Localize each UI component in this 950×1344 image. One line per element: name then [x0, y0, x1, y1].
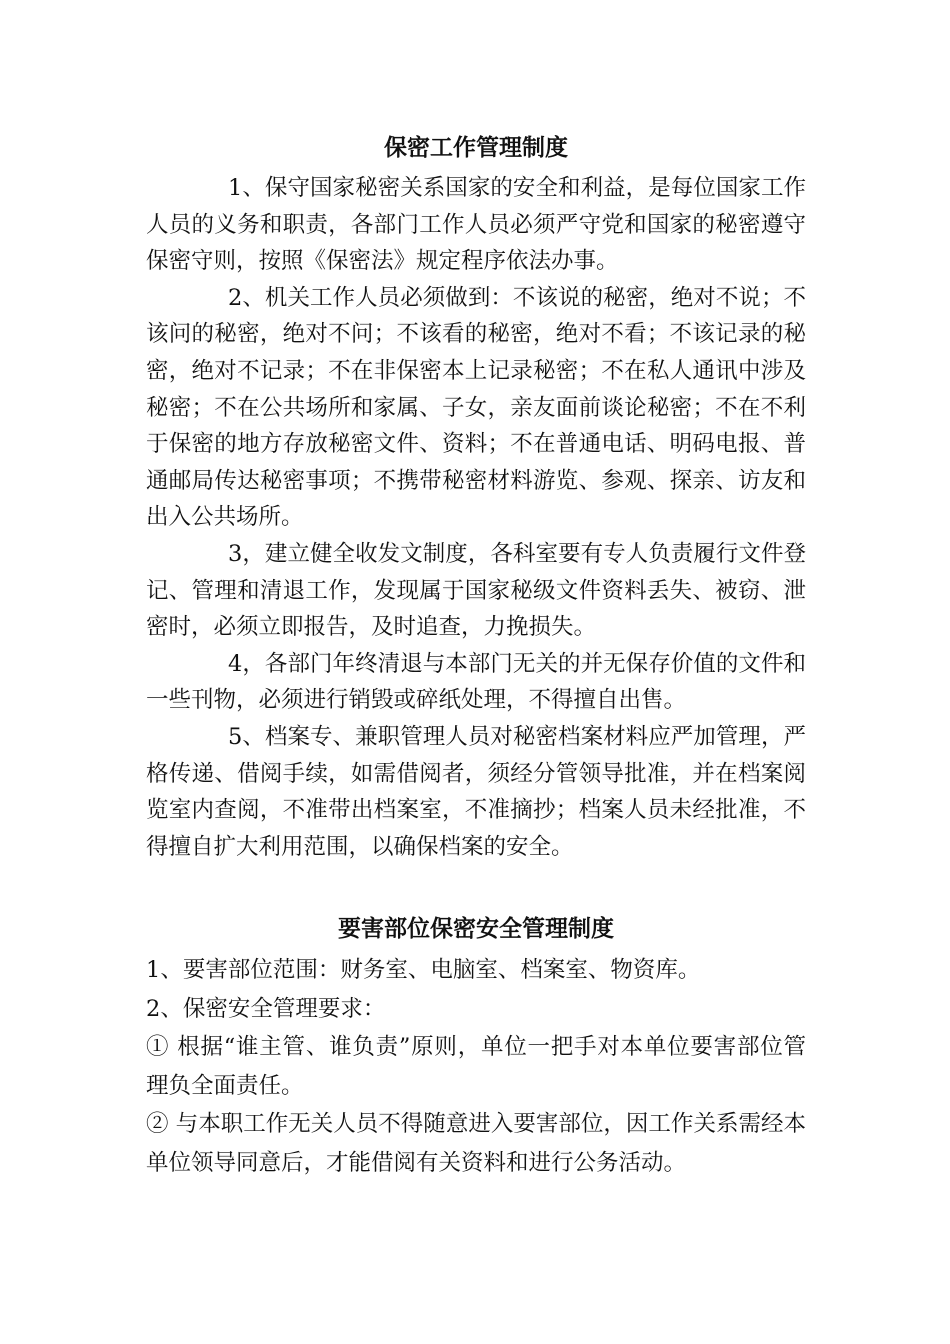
paragraph: 3，建立健全收发文制度，各科室要有专人负责履行文件登记、管理和清退工作，发现属于国家秘级文件资料丢失、被窃、泄密时，必须立即报告，及时追查，力挽损失。	[146, 540, 806, 641]
section-confidentiality-rules	[146, 126, 806, 865]
paragraph: ① 根据“谁主管、谁负责”原则，单位一把手对本单位要害部位管理负全面责任。	[146, 1034, 806, 1099]
paragraph: 2、保密安全管理要求：	[146, 995, 386, 1022]
document-page	[146, 126, 806, 1182]
paragraph: 1、保守国家秘密关系国家的安全和利益，是每位国家工作人员的义务和职责，各部门工作人员必须严守党和国家的秘密遵守保密守则，按照《保密法》规定程序依法办事。	[146, 175, 806, 275]
paragraph: 2、机关工作人员必须做到：不该说的秘密，绝对不说；不该问的秘密，绝对不问；不该看的秘密，绝对不看；不该记录的秘密，绝对不记录；不在非保密本上记录秘密；不在私人通讯中涉及秘密；不在公共场所和家属、子女，亲友面前谈论秘密；不在不利于保密的地方存放秘密文件、资料；不在普通电话、明码电报、普通邮局传达秘密事项；不携带秘密材料游览、参观、探亲、访友和出入公共场所。	[146, 284, 806, 531]
section-title: 要害部位保密安全管理制度	[338, 915, 614, 943]
section-key-locations-rules	[146, 907, 806, 1182]
paragraph: 4，各部门年终清退与本部门无关的并无保存价值的文件和一些刊物，必须进行销毁或碎纸处理，不得擅自出售。	[146, 650, 806, 714]
paragraph: 5、档案专、兼职管理人员对秘密档案材料应严加管理，严格传递、借阅手续，如需借阅者，须经分管领导批准，并在档案阅览室内查阅，不准带出档案室，不准摘抄；档案人员未经批准，不得擅自扩大利用范围，以确保档案的安全。	[146, 723, 806, 860]
section-title: 保密工作管理制度	[384, 134, 568, 161]
section-spacer	[146, 865, 806, 907]
paragraph: 1、要害部位范围：财务室、电脑室、档案室、物资库。	[146, 957, 701, 984]
paragraph: ② 与本职工作无关人员不得随意进入要害部位，因工作关系需经本单位领导同意后，才能借阅有关资料和进行公务活动。	[146, 1111, 806, 1176]
